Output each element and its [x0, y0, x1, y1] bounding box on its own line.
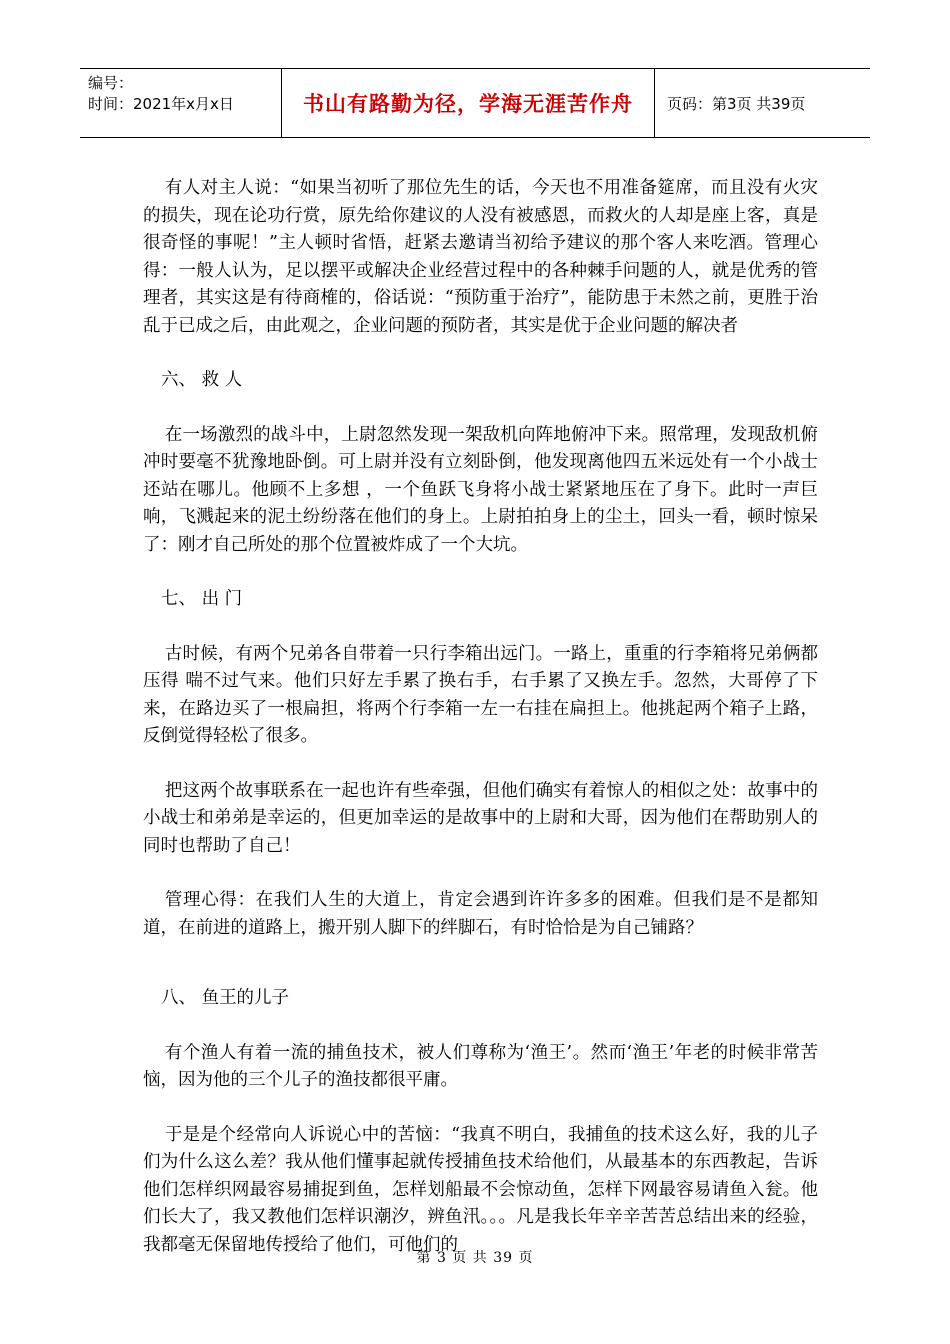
paragraph-rescue-story: 在一场激烈的战斗中，上尉忽然发现一架敌机向阵地俯冲下来。照常理，发现敌机俯冲时要毫不犹豫地卧倒。可上尉并没有立刻卧倒，他发现离他四五米远处有一个小战士还站在哪儿。他顾不上多想 ，一个鱼跃飞身将小战士紧紧地压在了身下。此时一声巨响，飞溅起来的泥土纷纷落在他们的身上。上尉拍拍身上的尘土，回头一看，顿时惊呆了：刚才自己所处的那个位置被炸成了一个大坑。 [143, 424, 818, 555]
header-meta [80, 69, 282, 137]
section-spacer [143, 969, 818, 985]
paragraph-management-insight: 管理心得：在我们人生的大道上，肯定会遇到许许多多的困难。但我们是不是都知道，在前进的道路上，搬开别人脚下的绊脚石，有时恰恰是为自己铺路？ [143, 890, 818, 938]
paragraph-brothers-story: 古时候，有两个兄弟各自带着一只行李箱出远门。一路上，重重的行李箱将兄弟俩都压得 喘不过气来。他们只好左手累了换右手，右手累了又换左手。忽然，大哥停了下来，在路边买了一根扁担，将两个行李箱一左一右挂在扁担上。他挑起两个箱子上路，反倒觉得轻松了很多。 [143, 643, 818, 746]
document-body [143, 175, 818, 1286]
header-motto: 书山有路勤为径，学海无涯苦作舟 [282, 69, 655, 137]
page-footer: 第 3 页 共 39 页 [416, 1250, 534, 1266]
document-number-label: 编号： [88, 74, 134, 92]
paragraph-fish-king-intro: 有个渔人有着一流的捕鱼技术，被人们尊称为‘渔王’。然而‘渔王’年老的时候非常苦恼，因为他的三个儿子的渔技都很平庸。 [143, 1042, 818, 1090]
section-heading-rescue: 六、 救 人 [161, 370, 243, 390]
section-heading-fish-king: 八、 鱼王的儿子 [161, 988, 290, 1008]
paragraph-stories-link: 把这两个故事联系在一起也许有些牵强，但他们确实有着惊人的相似之处：故事中的小战士和弟弟是幸运的，但更加幸运的是故事中的上尉和大哥，因为他们在帮助别人的同时也帮助了自己！ [143, 780, 818, 856]
document-time-label: 时间：2021年x月x日 [88, 95, 234, 113]
page-header [80, 68, 870, 138]
paragraph-fish-king-complaint: 于是是个经常向人诉说心中的苦恼：“我真不明白，我捕鱼的技术这么好，我的儿子们为什么这么差？我从他们懂事起就传授捕鱼技术给他们，从最基本的东西教起，告诉他们怎样织网最容易捕捉到鱼，怎样划船最不会惊动鱼，怎样下网最容易请鱼入瓮。他们长大了，我又教他们怎样识潮汐，辨鱼汛。。。凡是我长年辛辛苦苦总结出来的经验，我都毫无保留地传授给了他们，可他们的 [143, 1124, 818, 1255]
paragraph-host-reflection: 有人对主人说：“如果当初听了那位先生的话，今天也不用准备筵席，而且没有火灾的损失，现在论功行赏，原先给你建议的人没有被感恩，而救火的人却是座上客，真是很奇怪的事呢！”主人顿时省悟，赶紧去邀请当初给予建议的那个客人来吃酒。管理心得：一般人认为，足以摆平或解决企业经营过程中的各种棘手问题的人，就是优秀的管理者，其实这是有待商榷的，俗话说：“预防重于治疗”，能防患于未然之前，更胜于治乱于已成之后，由此观之，企业问题的预防者，其实是优于企业问题的解决者 [143, 178, 818, 336]
section-heading-travel: 七、 出 门 [161, 589, 243, 609]
header-page-info: 页码：第3页 共39页 [667, 94, 806, 113]
